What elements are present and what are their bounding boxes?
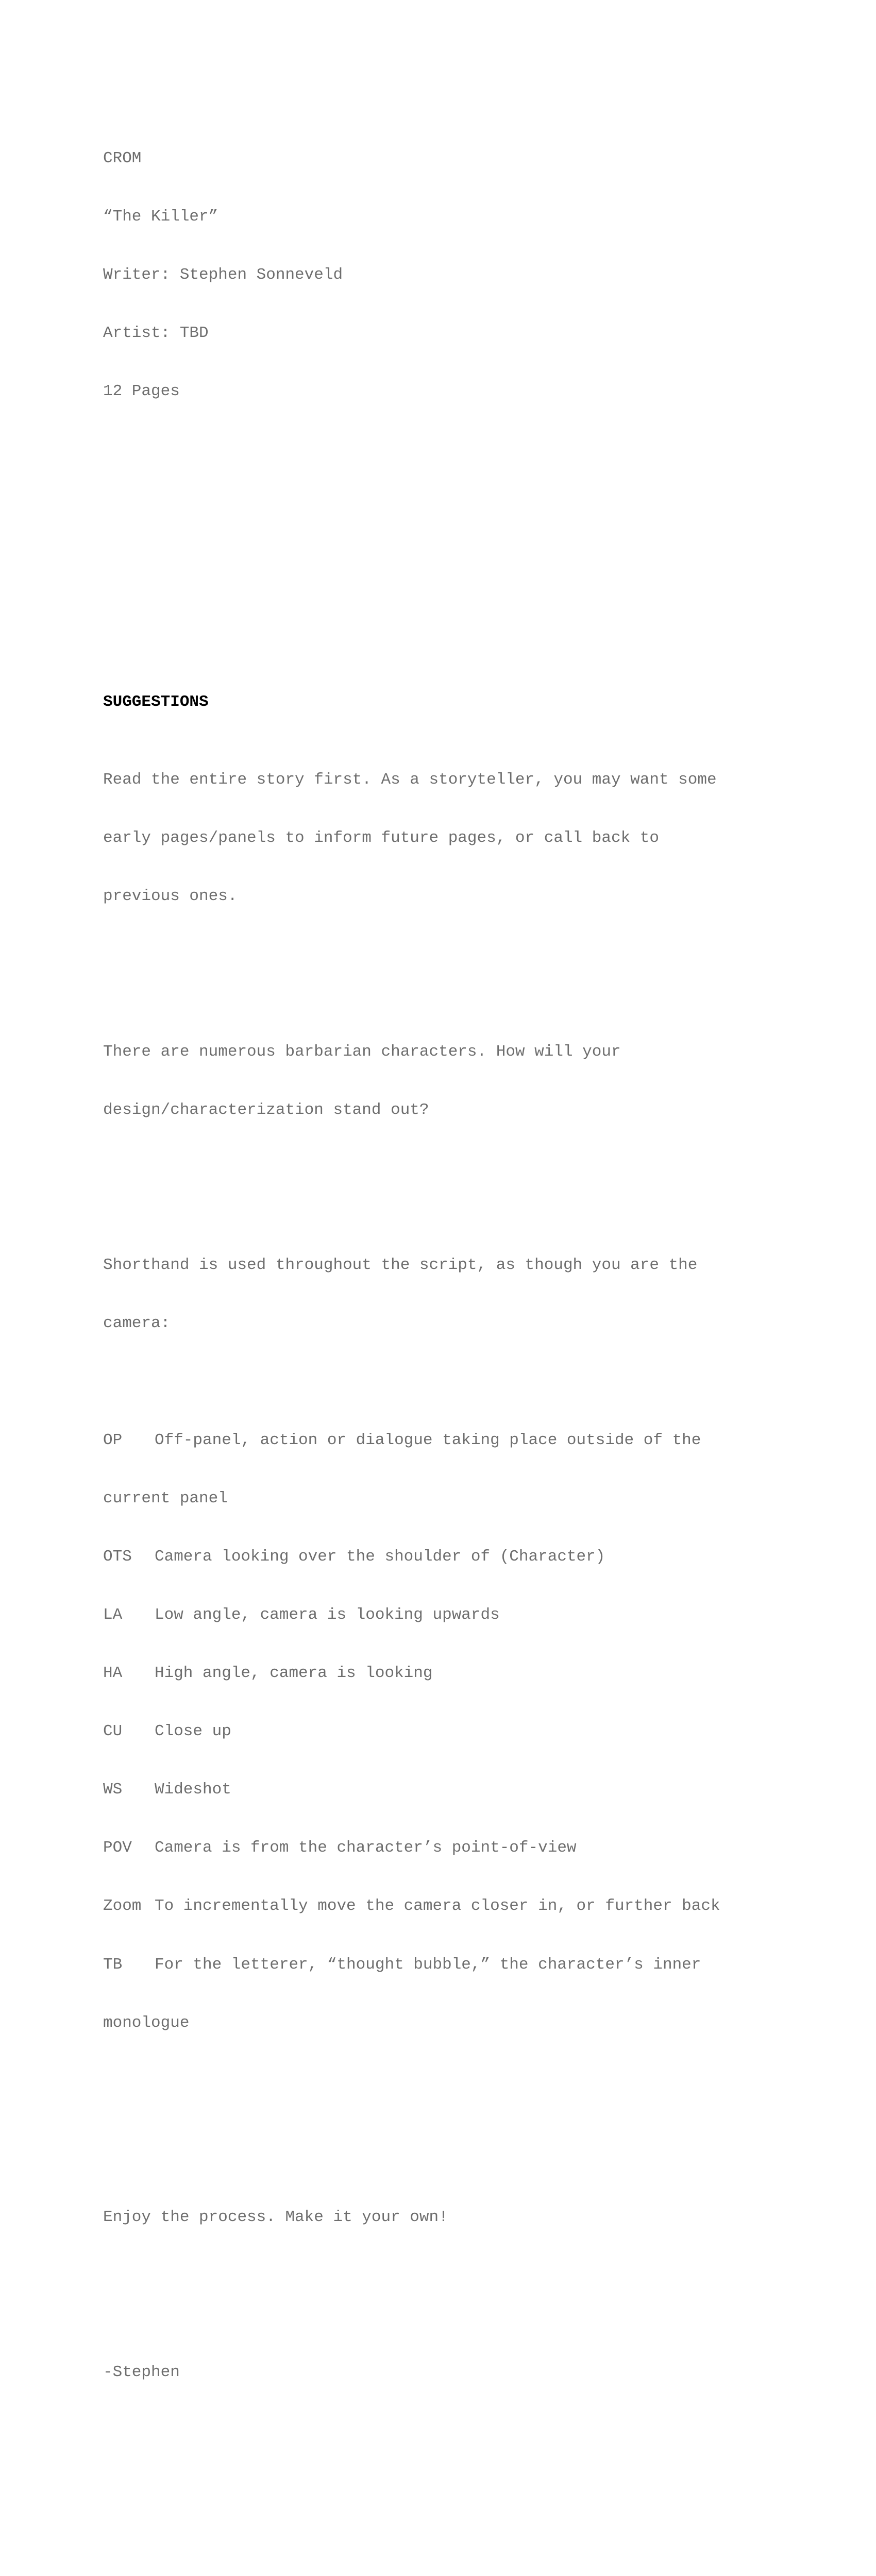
shorthand-item xyxy=(103,1722,773,1741)
paragraph-line: previous ones. xyxy=(103,887,238,906)
paragraph-line: design/characterization stand out? xyxy=(103,1100,429,1119)
shorthand-desc-continued: current panel xyxy=(103,1489,228,1507)
shorthand-item xyxy=(103,1431,773,1450)
shorthand-list xyxy=(103,1392,773,2071)
shorthand-item xyxy=(103,1547,773,1567)
spacer xyxy=(103,2285,773,2304)
story-title: “The Killer” xyxy=(103,207,218,226)
shorthand-desc: Camera looking over the shoulder of (Character) xyxy=(155,1547,605,1566)
spacer xyxy=(103,2130,773,2149)
spacer xyxy=(103,964,773,984)
paragraph-line: early pages/panels to inform future pages, or call back to xyxy=(103,828,659,847)
series-name: CROM xyxy=(103,149,142,167)
shorthand-desc: High angle, camera is looking xyxy=(155,1664,433,1683)
shorthand-item xyxy=(103,1780,773,1800)
shorthand-abbr: OTS xyxy=(103,1547,132,1566)
shorthand-abbr: HA xyxy=(103,1664,123,1683)
artist-credit: Artist: TBD xyxy=(103,324,209,342)
shorthand-desc: Camera is from the character’s point-of-view xyxy=(155,1839,577,1857)
shorthand-desc: Close up xyxy=(155,1722,231,1741)
paragraph-line: Shorthand is used throughout the script, as though you are the xyxy=(103,1256,698,1275)
suggestions-section xyxy=(103,654,773,2421)
paragraph-line: Read the entire story first. As a storyteller, you may want some xyxy=(103,770,717,789)
shorthand-abbr: CU xyxy=(103,1722,123,1741)
title-block xyxy=(103,110,773,440)
shorthand-desc-continued: monologue xyxy=(103,2013,190,2032)
shorthand-abbr: LA xyxy=(103,1605,123,1624)
shorthand-abbr: OP xyxy=(103,1431,123,1449)
shorthand-item xyxy=(103,1605,773,1625)
shorthand-abbr: TB xyxy=(103,1955,123,1974)
signoff: -Stephen xyxy=(103,2363,180,2382)
paragraph-line: camera: xyxy=(103,1314,171,1333)
shorthand-item xyxy=(103,1838,773,1858)
writer-credit: Writer: Stephen Sonneveld xyxy=(103,265,343,284)
shorthand-desc: Wideshot xyxy=(155,1781,231,1799)
suggestions-heading: SUGGESTIONS xyxy=(103,693,209,711)
shorthand-desc: Low angle, camera is looking upwards xyxy=(155,1605,500,1624)
spacer xyxy=(103,2479,773,2556)
shorthand-desc: To incrementally move the camera closer in, or further back xyxy=(155,1897,720,1916)
shorthand-item xyxy=(103,1664,773,1683)
shorthand-abbr: POV xyxy=(103,1839,132,1857)
shorthand-desc: For the letterer, “thought bubble,” the character’s inner xyxy=(155,1955,701,1974)
script-page xyxy=(103,52,773,2576)
shorthand-desc: Off-panel, action or dialogue taking place outside of the xyxy=(155,1431,701,1449)
paragraph-line: There are numerous barbarian characters. How will your xyxy=(103,1042,621,1061)
shorthand-item xyxy=(103,1955,773,1975)
spacer xyxy=(103,498,773,537)
shorthand-abbr: WS xyxy=(103,1781,123,1799)
shorthand-abbr: Zoom xyxy=(103,1897,142,1916)
page-count: 12 Pages xyxy=(103,382,180,400)
closing-line: Enjoy the process. Make it your own! xyxy=(103,2208,448,2226)
spacer xyxy=(103,1178,773,1198)
shorthand-item xyxy=(103,1896,773,1916)
spacer xyxy=(103,576,773,596)
